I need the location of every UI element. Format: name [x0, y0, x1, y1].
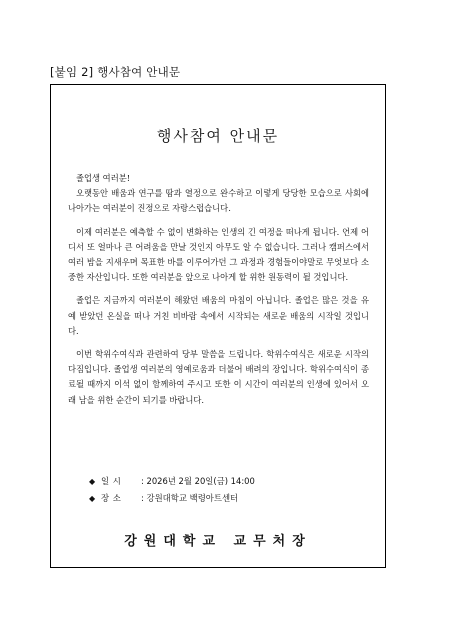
attachment-title: [붙임 2] 행사참여 안내문: [50, 65, 181, 79]
notice-body: [68, 171, 369, 416]
info-sep: :: [141, 493, 147, 503]
diamond-bullet-icon: ◆: [89, 477, 96, 486]
event-info: [89, 473, 255, 507]
info-value-datetime: 2026년 2월 20일(금) 14:00: [146, 476, 255, 486]
info-sep: :: [141, 476, 147, 486]
paragraph-2: 이제 여러분은 예측할 수 없이 변화하는 인생의 긴 여정을 떠나게 됩니다. 언제 어디서 또 얼마나 큰 어려움을 만날 것인지 아무도 알 수 없습니다. 그러나 캠퍼스에서 여러 밤을 지새우며 목표한 바를 이루어가던 그 과정과 경험들이야말로 무엇보다 소중한 자산입니다. 또한 여러분을 앞으로 나아게 할 위한 원동력이 될 것입니다.: [68, 226, 369, 283]
paragraph-3: 졸업은 지금까지 여러분이 해왔던 배움의 마침이 아닙니다. 졸업은 많은 것을 유예 받았던 온실을 떠나 거친 비바람 속에서 시작되는 새로운 배움의 시작일 것입니다.: [68, 295, 369, 336]
paragraph-4: 이번 학위수여식과 관련하여 당부 말씀을 드립니다. 학위수여식은 새로운 시작의 다짐입니다. 졸업생 여러분의 영예로움과 더불어 배려의 장입니다. 학위수여식이 종료될 때까지 이석 없이 함께하여 주시고 또한 이 시간이 여러분의 인생에 있어서 오래 남을 위한 순간이 되기를 바랍니다.: [68, 349, 369, 405]
diamond-bullet-icon: ◆: [89, 494, 96, 503]
paragraph-1: 오랫동안 배움과 연구를 땀과 열정으로 완수하고 이렇게 당당한 모습으로 사회에 나아가는 여러분이 진정으로 자랑스럽습니다.: [68, 188, 369, 214]
info-row-location: [89, 490, 255, 507]
notice-box: [50, 84, 386, 568]
notice-title: 행사참여 안내문: [156, 127, 280, 145]
info-row-datetime: [89, 473, 255, 490]
info-value-location: 강원대학교 백령아트센터: [146, 493, 239, 503]
signature: 강원대학교 교무처장: [124, 534, 312, 549]
info-label-location: 장 소: [101, 493, 122, 503]
greeting: 졸업생 여러분!: [76, 173, 131, 183]
info-label-datetime: 일 시: [101, 476, 122, 486]
